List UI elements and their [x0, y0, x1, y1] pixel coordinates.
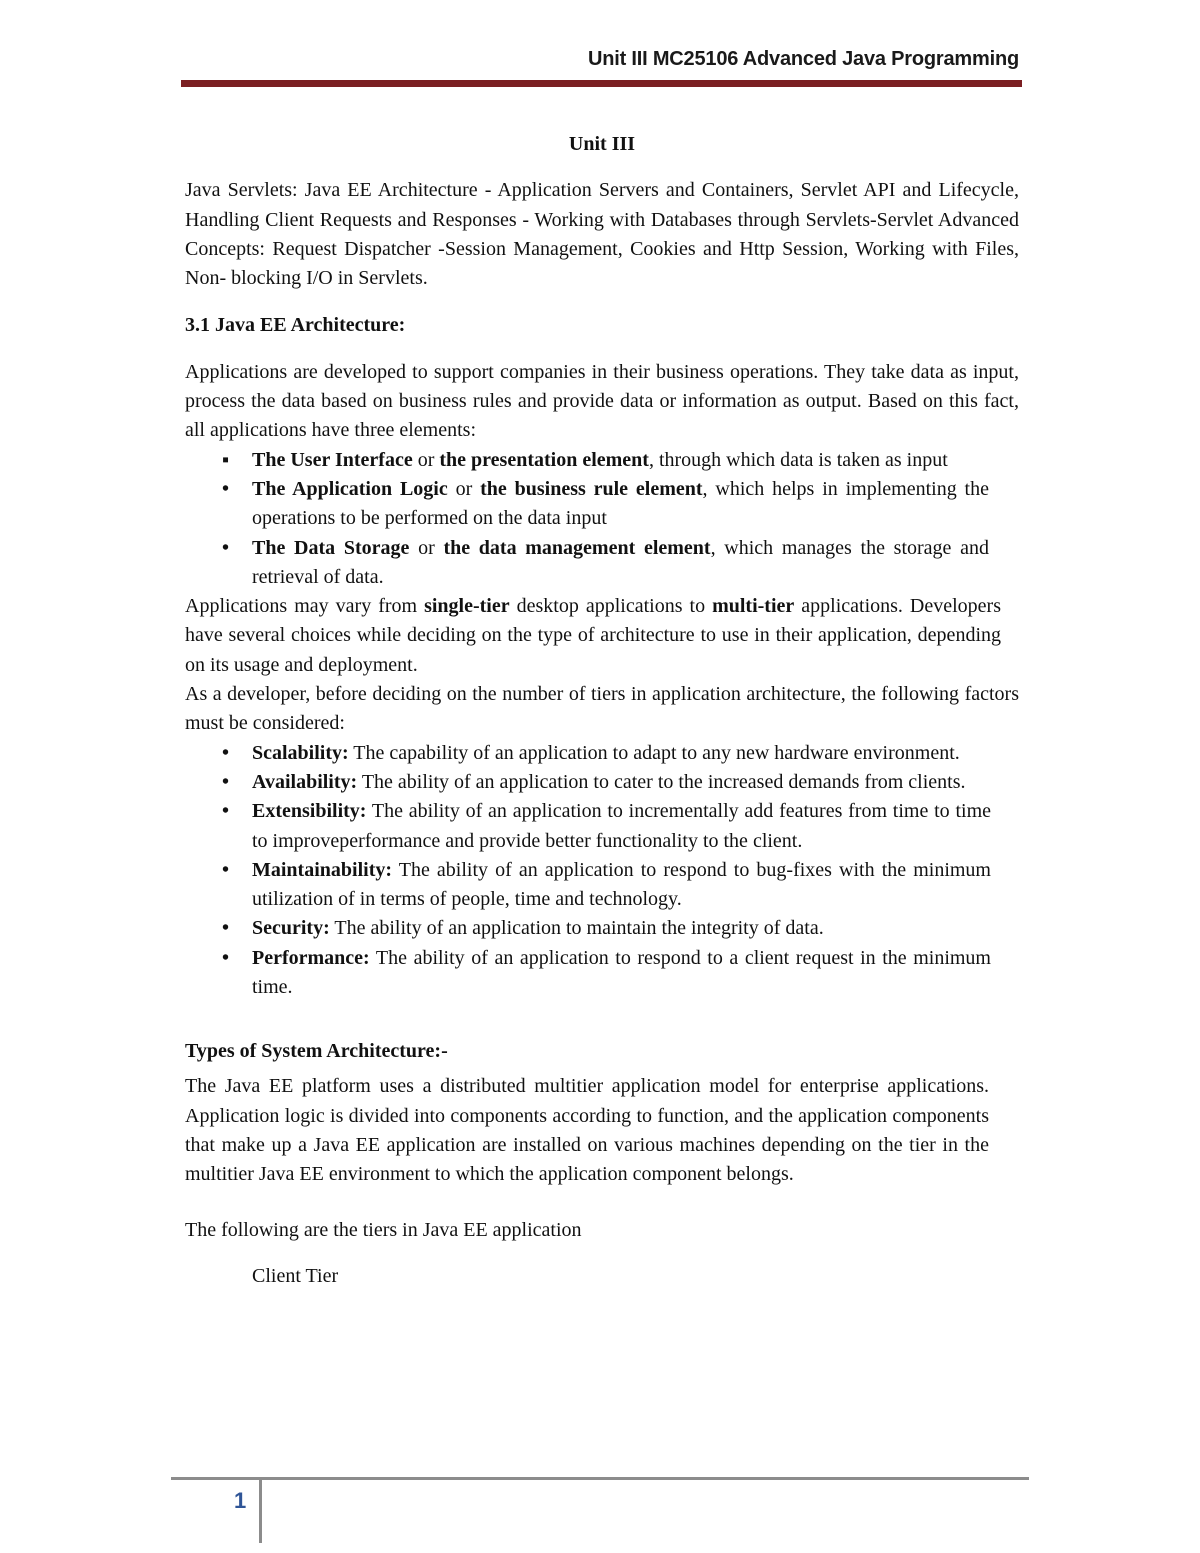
element-connector: or	[412, 448, 440, 471]
factor-term: Availability:	[252, 770, 358, 793]
client-tier-item: Client Tier	[252, 1264, 339, 1287]
list-item	[222, 856, 991, 915]
factor-term: Maintainability:	[252, 858, 393, 881]
unit-title: Unit III	[568, 133, 636, 155]
tiers-text-c: applications. Developers have several choices while deciding on the type of architecture to use in their application, depending on its usage and deployment.	[185, 595, 1001, 676]
tiers-text-b: desktop applications to	[509, 595, 713, 618]
list-item	[222, 739, 1019, 768]
factors-intro-paragraph: As a developer, before deciding on the number of tiers in application architecture, the following factors must be considered:	[185, 683, 1019, 735]
intro-paragraph: Java Servlets: Java EE Architecture - Application Servers and Containers, Servlet API and Lifecycle, Handling Client Requests and Responses - Working with Databases through Servlets-Servlet Advanced Concepts: Request Dispatcher -Session Management, Cookies and Http Session, Working with Files, Non- blocking I/O in Servlets.	[185, 179, 1019, 290]
factor-term: Performance:	[252, 946, 370, 969]
element-desc: , which helps in implementing the operations to be performed on the data input	[252, 477, 989, 530]
page-content	[185, 130, 1019, 1291]
running-header: Unit III MC25106 Advanced Java Programming	[587, 48, 1019, 70]
bullet-icon: ▪	[222, 448, 230, 471]
single-tier-term: single-tier	[424, 595, 510, 618]
applications-paragraph: Applications are developed to support companies in their business operations. They take data as input, process the data based on business rules and provide data or information as output. Based on this fact, all applications have three elements:	[185, 360, 1019, 442]
bullet-icon: •	[222, 858, 230, 881]
factor-term: Security:	[252, 917, 330, 940]
multi-tier-term: multi-tier	[712, 595, 795, 618]
tiers-intro: The following are the tiers in Java EE application	[185, 1218, 582, 1241]
list-item	[222, 797, 991, 856]
element-term: The User Interface	[252, 448, 413, 471]
bullet-icon: •	[222, 536, 230, 559]
java-ee-platform-paragraph: The Java EE platform uses a distributed multitier application model for enterprise applications. Application logic is divided into components according to function, and the application components that make up a Java EE application are installed on various machines depending on the tier in the multitier Java EE environment to which the application component belongs.	[185, 1075, 989, 1186]
factor-desc: The ability of an application to cater to the increased demands from clients.	[357, 770, 966, 793]
element-connector: or	[409, 536, 444, 559]
page-number: 1	[234, 1488, 247, 1513]
list-item	[222, 534, 989, 593]
factor-desc: The capability of an application to adapt to any new hardware environment.	[348, 741, 960, 764]
bullet-icon: •	[222, 917, 230, 940]
footer-divider	[259, 1480, 262, 1543]
factors-list	[185, 739, 1019, 1003]
factor-desc: The ability of an application to respond to a client request in the minimum time.	[252, 946, 991, 999]
element-term: The Application Logic	[252, 477, 448, 500]
element-connector: or	[447, 477, 481, 500]
bullet-icon: •	[222, 800, 230, 823]
bullet-icon: •	[222, 946, 230, 969]
section-heading-system-architecture: Types of System Architecture:-	[185, 1040, 448, 1063]
footer-rule	[171, 1477, 1029, 1480]
factor-desc: The ability of an application to maintain the integrity of data.	[329, 917, 824, 940]
element-term-alt: the business rule element	[480, 477, 703, 500]
bullet-icon: •	[222, 477, 230, 500]
list-item	[222, 944, 991, 1003]
element-term-alt: the presentation element	[439, 448, 649, 471]
list-item	[222, 914, 991, 943]
list-item	[222, 768, 1019, 797]
list-item	[222, 475, 989, 534]
section-heading-java-ee-architecture: 3.1 Java EE Architecture:	[185, 314, 406, 337]
application-elements-list	[185, 446, 1019, 592]
factor-desc: The ability of an application to respond to bug-fixes with the minimum utilization of in terms of people, time and technology.	[252, 858, 991, 911]
element-desc: , which manages the storage and retrieval of data.	[252, 536, 989, 588]
tiers-text-a: Applications may vary from	[185, 595, 425, 618]
factor-term: Scalability:	[252, 741, 349, 764]
factor-desc: The ability of an application to incrementally add features from time to time to improveperformance and provide better functionality to the client.	[252, 800, 991, 852]
header-rule	[181, 80, 1022, 87]
element-term-alt: the data management element	[443, 536, 711, 559]
tiers-paragraph	[185, 592, 1001, 680]
element-term: The Data Storage	[252, 536, 410, 559]
bullet-icon: •	[222, 741, 230, 764]
factor-term: Extensibility:	[252, 800, 367, 823]
element-desc: , through which data is taken as input	[648, 448, 948, 471]
list-item	[222, 446, 1019, 475]
bullet-icon: •	[222, 770, 230, 793]
